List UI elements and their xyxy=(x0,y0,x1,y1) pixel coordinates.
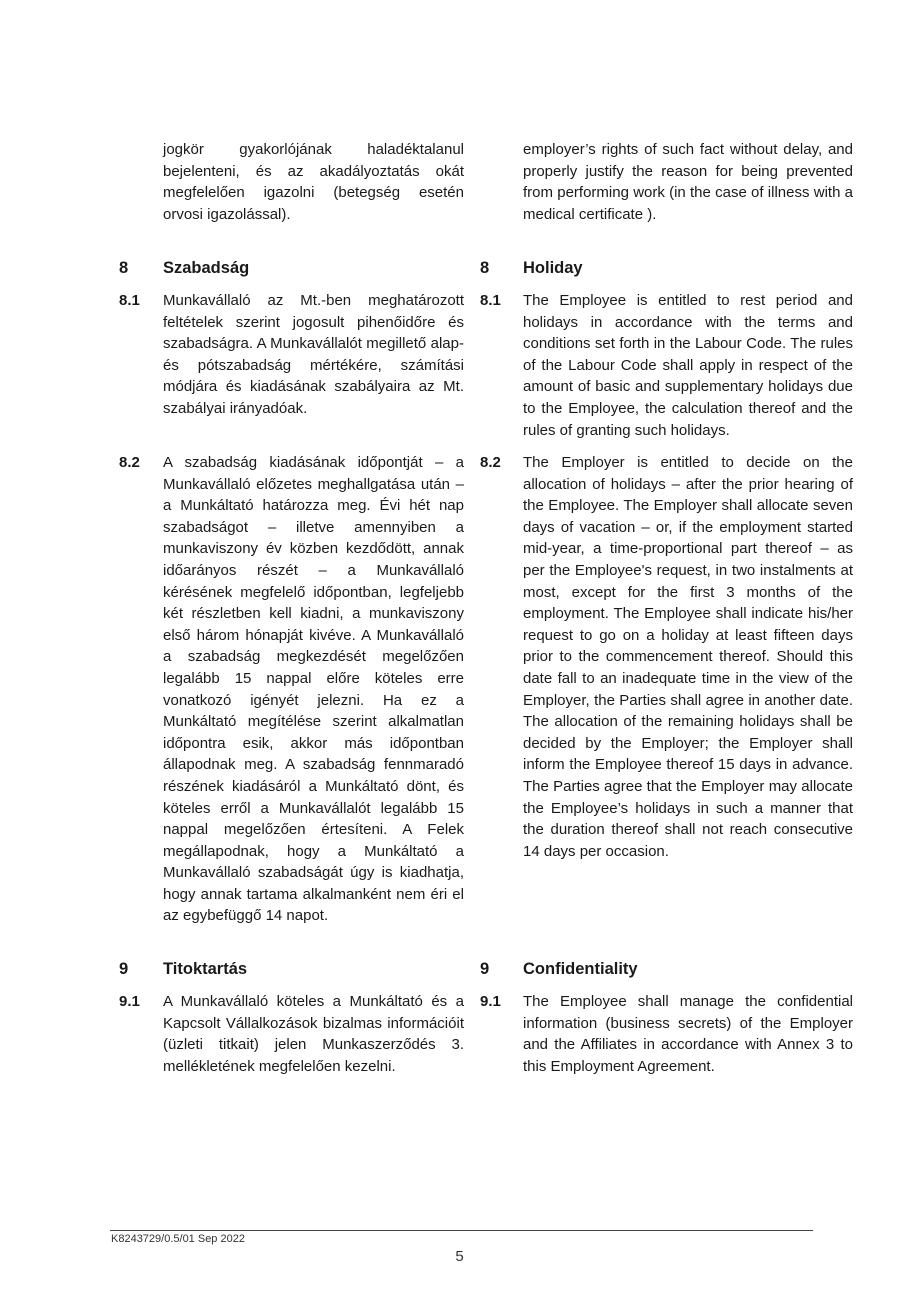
clause-8-1-text-hu: Munkavállaló az Mt.-ben meghatározott feltételek szerint jogosult pihenőidőre és szabadságra. A Munkavállalót megillető alap- és pótszabadság mértékére, számítási módjára és kiadásának szabályaira az Mt. szabályai irányadóak. xyxy=(163,292,464,417)
footer-divider xyxy=(110,1230,813,1231)
clause-8-2-number-en: 8.2 xyxy=(480,454,501,471)
footer-reference: K8243729/0.5/01 Sep 2022 xyxy=(111,1233,245,1245)
section-8-number-hu: 8 xyxy=(119,259,129,277)
carryover-text-en: employer’s rights of such fact without delay, and properly justify the reason for being prevented from performing work (in the case of illness with a medical certificate ). xyxy=(523,141,853,223)
section-9-number-en: 9 xyxy=(480,960,490,978)
section-8-title-en: Holiday xyxy=(523,259,583,277)
page-number: 5 xyxy=(455,1248,464,1265)
clause-8-1-number-hu: 8.1 xyxy=(119,292,140,309)
section-9-title-en: Confidentiality xyxy=(523,960,638,978)
section-8-title-hu: Szabadság xyxy=(163,259,250,277)
clause-8-1-text-en: The Employee is entitled to rest period and holidays in accordance with the terms and conditions set forth in the Labour Code. The rules of the Labour Code shall apply in respect of the amount of basic and supplementary holidays due to the Employee, the calculation thereof and the rules of granting such holidays. xyxy=(523,292,853,439)
clause-8-2-text-en: The Employer is entitled to decide on the allocation of holidays – after the prior hearing of the Employee. The Employer shall allocate seven days of vacation – or, if the employment started mid-year, a time-proportional part thereof – as per the Employee's request, in two instalments at most, except for the first 3 months of the employment. The Employee shall indicate his/her request to go on a holiday at least fifteen days prior to the commencement thereof. Should this date fall to an inadequate time in the view of the Employer, the Parties shall agree in another date. The allocation of the remaining holidays shall be decided by the Employer; the Employer shall inform the Employee thereof 15 days in advance. The Parties agree that the Employer may allocate the Employee’s holidays in such a manner that the duration thereof shall not reach consecutive 14 days per occasion. xyxy=(523,454,853,860)
carryover-text-hu: jogkör gyakorlójának haladéktalanul bejelenteni, és az akadályoztatás okát megfelelően igazolni (betegség esetén orvosi igazolással). xyxy=(163,141,464,223)
clause-8-1-number-en: 8.1 xyxy=(480,292,501,309)
clause-9-1-text-hu: A Munkavállaló köteles a Munkáltató és a Kapcsolt Vállalkozások bizalmas információit (üzleti titkait) jelen Munkaszerződés 3. mellékletének megfelelően kezelni. xyxy=(163,993,464,1075)
section-8-number-en: 8 xyxy=(480,259,490,277)
clause-8-2-text-hu: A szabadság kiadásának időpontját – a Munkavállaló előzetes meghallgatása után – a Munkáltató határozza meg. Évi hét nap szabadságot – illetve amennyiben a munkaviszony év közben kezdődött, annak időarányos részét – a Munkavállaló kérésének megfelelő időpontban, legfeljebb két részletben kell kiadni, a munkaviszony első három hónapját kivéve. A Munkavállaló a szabadság megkezdését megelőzően legalább 15 nappal előre köteles erre vonatkozó igényét jelezni. Ha ez a Munkáltató megítélése szerint alkalmatlan időpontra esik, akkor más időpontban állapodnak meg. A szabadság fennmaradó részének kiadásáról a Munkáltató dönt, és köteles erről a Munkavállalót legalább 15 nappal megelőzően értesíteni. A Felek megállapodnak, hogy a Munkáltató a Munkavállaló szabadságát úgy is kiadhatja, hogy annak tartama alkalmanként nem éri el az egybefüggő 14 napot. xyxy=(163,454,464,925)
clause-9-1-number-hu: 9.1 xyxy=(119,993,140,1010)
clause-9-1-text-en: The Employee shall manage the confidential information (business secrets) of the Employer and the Affiliates in accordance with Annex 3 to this Employment Agreement. xyxy=(523,993,853,1075)
clause-9-1-number-en: 9.1 xyxy=(480,993,501,1010)
section-9-number-hu: 9 xyxy=(119,960,129,978)
section-9-title-hu: Titoktartás xyxy=(163,960,248,978)
clause-8-2-number-hu: 8.2 xyxy=(119,454,140,471)
